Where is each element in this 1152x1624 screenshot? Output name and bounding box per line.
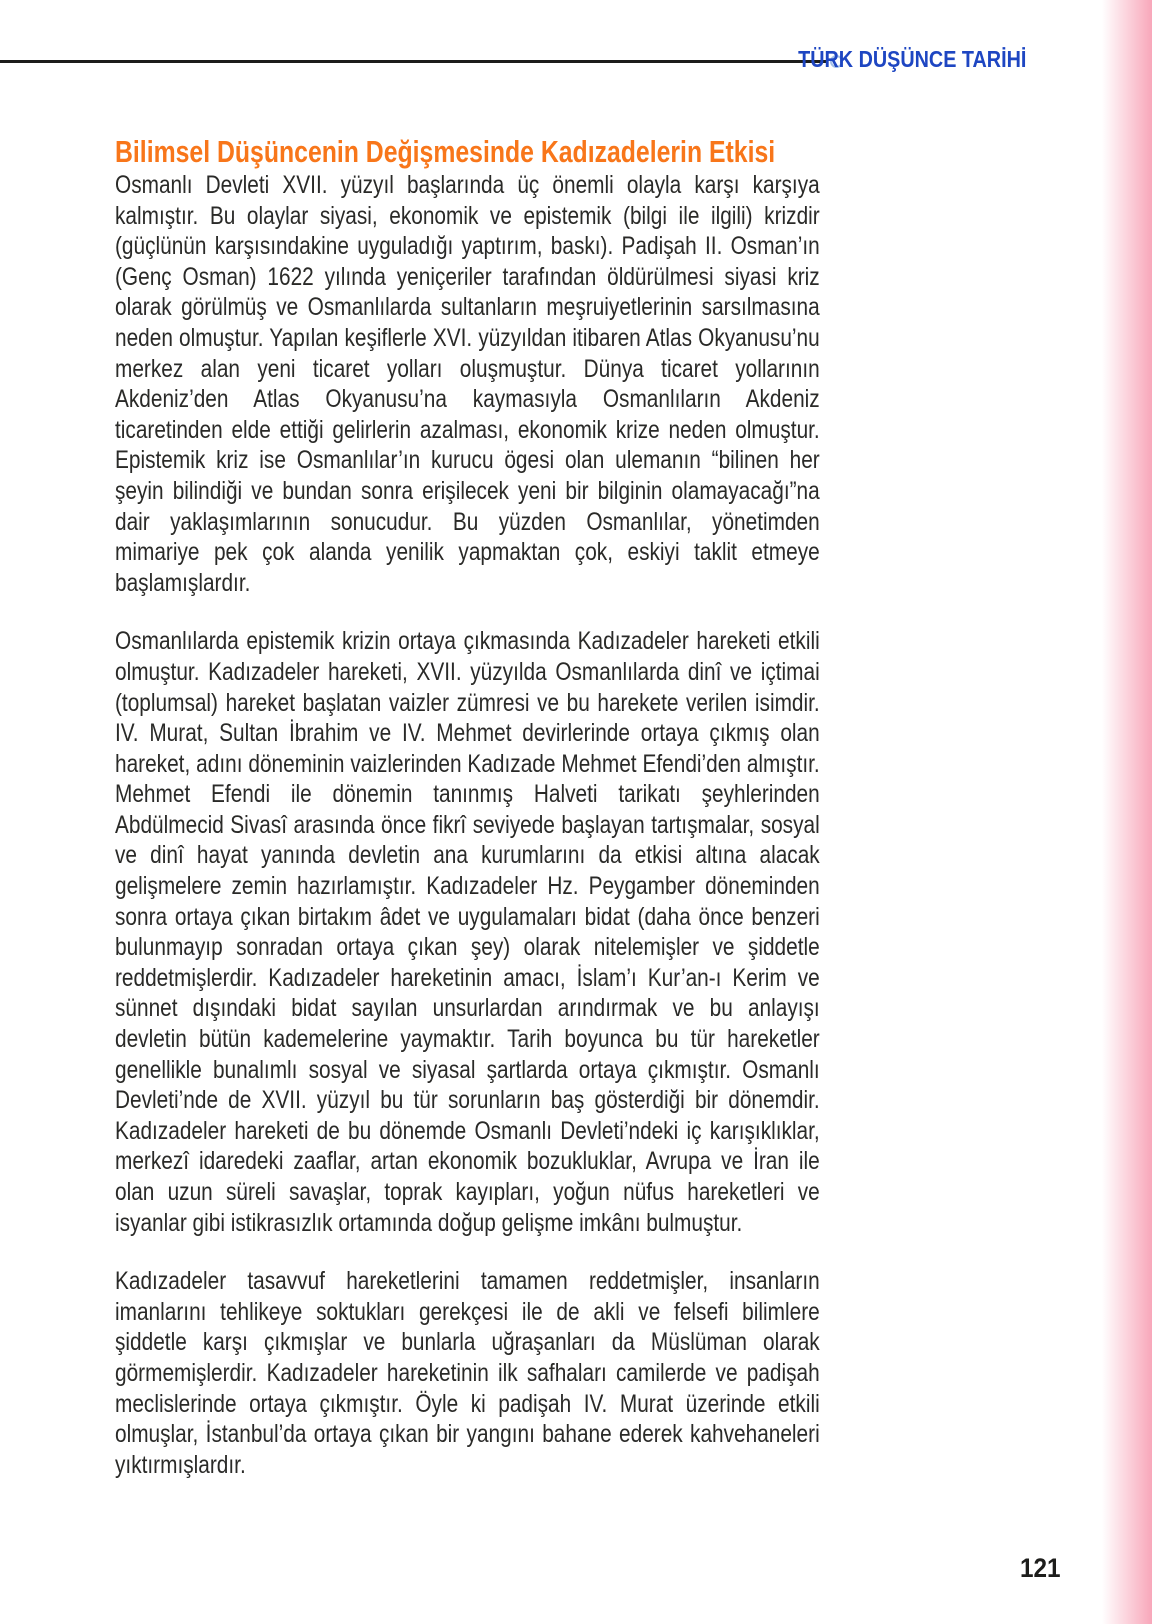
paragraph: Osmanlılarda epistemik krizin ortaya çıkmasında Kadızadeler hareketi etkili olmuştur. Kadızadeler hareketi, XVII. yüzyılda Osmanlılarda dinî ve içtimai (toplumsal) hareket başlatan vaizler zümresi ve bu harekete verilen isimdir. IV. Murat, Sultan İbrahim ve IV. Mehmet devirlerinde ortaya çıkmış olan hareket, adını döneminin vaizlerinden Kadızade Mehmet Efendi’den almıştır. Mehmet Efendi ile dönemin tanınmış Halveti tarikatı şeyhlerinden Abdülmecid Sivasî arasında önce fikrî seviyede başlayan tartışmalar, sosyal ve dinî hayat yanında devletin ana kurumlarını da etkisi altına alacak gelişmelere zemin hazırlamıştır. Kadızadeler Hz. Peygamber döneminden sonra ortaya çıkan birtakım âdet ve uygulamaları bidat (daha önce benzeri bulunmayıp sonradan ortaya çıkan şey) olarak nitelemişler ve şiddetle reddetmişlerdir. Kadızadeler hareketinin amacı, İslam’ı Kur’an-ı Kerim ve sünnet dışındaki bidat sayılan unsurlardan arındırmak ve bu anlayışı devletin bütün kademelerine yaymaktır. Tarih boyunca bu tür hareketler genellikle bunalımlı sosyal ve siyasal şartlarda ortaya çıkmıştır. Osmanlı Devleti’nde de XVII. yüzyıl bu tür sorunların baş gösterdiği bir dönemdir. Kadızadeler hareketi de bu dönemde Osmanlı Devleti’ndeki iç karışıklıklar, merkezî idaredeki zaaflar, artan ekonomik bozukluklar, Avrupa ve İran ile olan uzun süreli savaşlar, toprak kayıpları, yoğun nüfus hareketleri ve isyanlar gibi istikrasızlık ortamında doğup gelişme imkânı bulmuştur. bbox=[115, 627, 820, 1237]
header-rule bbox=[0, 60, 827, 63]
paragraph: Kadızadeler tasavvuf hareketlerini tamamen reddetmişler, insanların imanlarını tehlikeye soktukları gerekçesi ile de akli ve felsefi bilimlere şiddetle karşı çıkmışlar ve bunlarla uğraşanları da Müslüman olarak görmemişlerdir. Kadızadeler hareketinin ilk safhaları camilerde ve padişah meclislerinde ortaya çıkmıştır. Öyle ki padişah IV. Murat üzerinde etkili olmuşlar, İstanbul’da ortaya çıkan bir yangını bahane ederek kahvehaneleri yıktırmışlardır. bbox=[115, 1267, 820, 1479]
section-heading: Bilimsel Düşüncenin Değişmesinde Kadızadelerin Etkisi bbox=[115, 133, 776, 169]
running-header-title: TÜRK DÜŞÜNCE TARİHİ bbox=[797, 46, 1026, 72]
paragraph: Osmanlı Devleti XVII. yüzyıl başlarında üç önemli olayla karşı karşıya kalmıştır. Bu olaylar siyasi, ekonomik ve epistemik (bilgi ile ilgili) krizdir (güçlünün karşısındakine uyguladığı yaptırım, baskı). Padişah II. Osman’ın (Genç Osman) 1622 yılında yeniçeriler tarafından öldürülmesi siyasi kriz olarak görülmüş ve Osmanlılarda sultanların meşruiyetlerinin sarsılmasına neden olmuştur. Yapılan keşiflerle XVI. yüzyıldan itibaren Atlas Okyanusu’nu merkez alan yeni ticaret yolları oluşmuştur. Dünya ticaret yollarının Akdeniz’den Atlas Okyanusu’na kaymasıyla Osmanlıların Akdeniz ticaretinden elde ettiği gelirlerin azalması, ekonomik krize neden olmuştur. Epistemik kriz ise Osmanlılar’ın kurucu ögesi olan ulemanın “bilinen her şeyin bilindiği ve bundan sonra erişilecek yeni bir bilginin olamayacağı”na dair yaklaşımlarının sonucudur. Bu yüzden Osmanlılar, yönetimden mimariye pek çok alanda yenilik yapmaktan çok, eskiyi taklit etmeye başlamışlardır. bbox=[115, 171, 820, 597]
article-body bbox=[115, 170, 820, 1508]
page-edge-gradient bbox=[1102, 0, 1152, 1624]
page-number: 121 bbox=[1020, 1553, 1061, 1583]
